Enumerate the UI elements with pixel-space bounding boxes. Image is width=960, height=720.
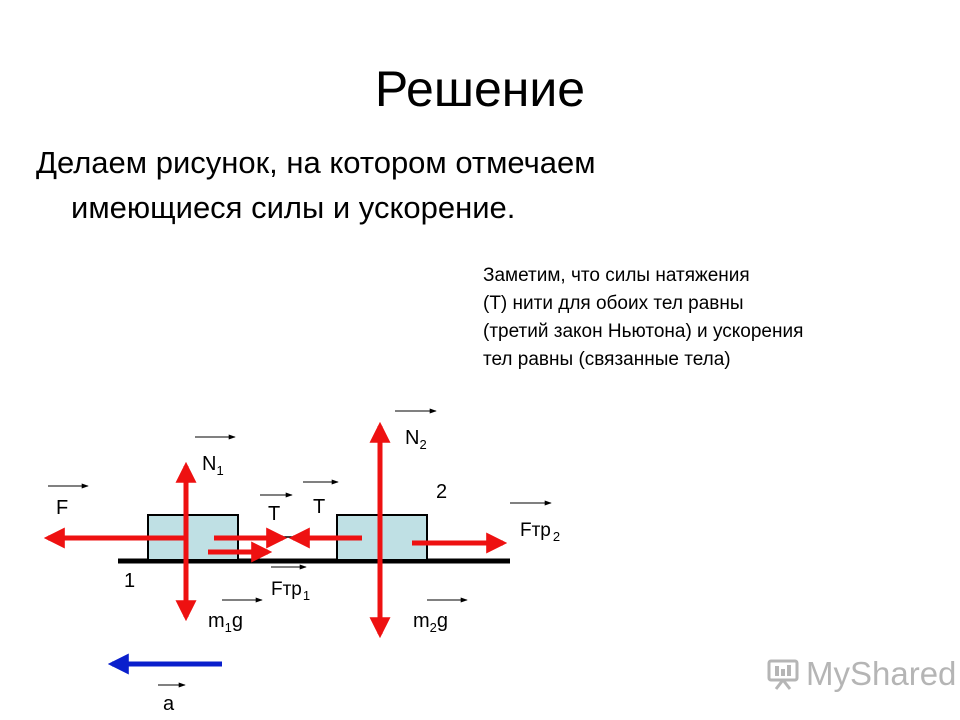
label-T1: T [268, 503, 281, 525]
note-line-4: тел равны (связанные тела) [483, 349, 731, 370]
label-body-1: 1 [124, 570, 136, 592]
label-Ftr1: Fтр$_1$ [271, 579, 311, 603]
slide-title: Решение [374, 61, 586, 117]
label-N2: $N_2$ [405, 427, 427, 452]
note-line-1: Заметим, что силы натяжения [483, 265, 750, 286]
label-N1: $N_1$ [202, 453, 224, 478]
label-m1g: $m_1g$ [208, 610, 244, 635]
presentation-board-icon [766, 657, 800, 691]
watermark-logo [766, 654, 957, 694]
label-a: a [163, 693, 175, 715]
label-m2g: $m_2g$ [413, 610, 449, 635]
body-line-2: имеющиеся силы и ускорение. [71, 190, 516, 225]
body-line-1: Делаем рисунок, на котором отмечаем [36, 145, 596, 180]
note-line-3: (третий закон Ньютона) и ускорения [483, 321, 804, 342]
label-F: F [56, 497, 69, 519]
label-Ftr2: Fтр $_2$ [520, 520, 561, 544]
label-T2: T [313, 496, 326, 518]
note-line-2: (T) нити для обоих тел равны [483, 293, 744, 314]
logo-text: MyShared [806, 655, 957, 692]
label-body-2: 2 [436, 481, 448, 503]
